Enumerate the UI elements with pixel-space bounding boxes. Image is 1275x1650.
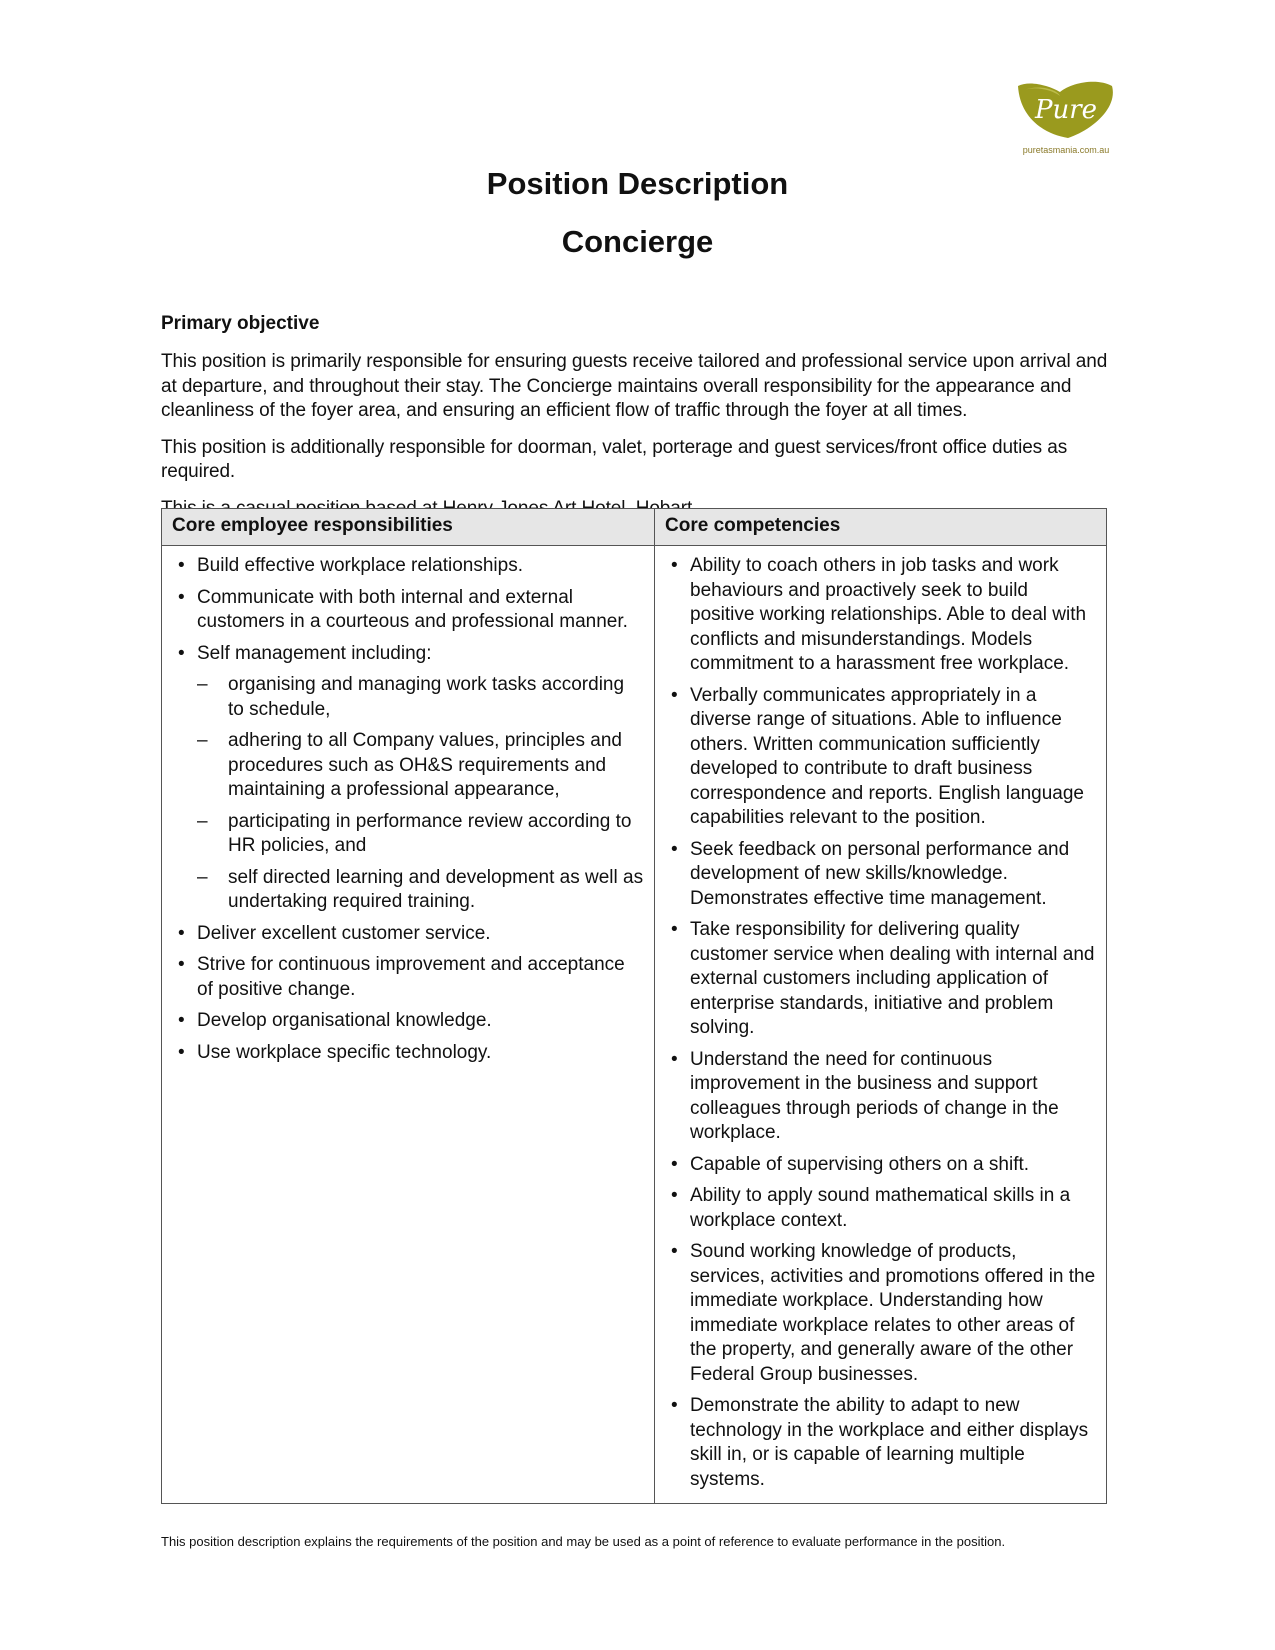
sub-list-item: – organising and managing work tasks according to schedule, <box>176 673 644 722</box>
list-item: • Verbally communicates appropriately in a diverse range of situations. Able to influence others. Written communication sufficiently developed to contribute to draft business correspondence and reports. English language capabilities relevant to the position. <box>669 684 1096 831</box>
objective-paragraph: This position is primarily responsible for ensuring guests receive tailored and professional service upon arrival and at departure, and throughout their stay. The Concierge maintains overall responsibility for the appearance and cleanliness of the foyer area, and ensuring an efficient flow of traffic through the foyer at all times. <box>161 351 1108 421</box>
self-management-list <box>176 673 644 915</box>
footer-note: This position description explains the requirements of the position and may be used as a point of reference to evaluate performance in the position. <box>161 1534 1006 1549</box>
sub-list-item: – adhering to all Company values, principles and procedures such as OH&S requirements and maintaining a professional appearance, <box>176 729 644 803</box>
list-item-text: Self management including: <box>197 642 432 664</box>
list-item: • Take responsibility for delivering quality customer service when dealing with internal and external customers including application of enterprise standards, initiative and problem solving. <box>669 918 1096 1041</box>
svg-text:Pure: Pure <box>1034 95 1098 125</box>
list-item: • Develop organisational knowledge. <box>176 1009 644 1034</box>
list-item: • Communicate with both internal and external customers in a courteous and professional manner. <box>176 586 644 635</box>
list-item: • Strive for continuous improvement and acceptance of positive change. <box>176 953 644 1002</box>
objective-paragraph: This position is additionally responsible for doorman, valet, porterage and guest services/front office duties as required. <box>161 436 1068 482</box>
page-title: Position Description <box>486 166 789 201</box>
list-item: • Capable of supervising others on a shift. <box>669 1153 1096 1178</box>
list-item: • Ability to apply sound mathematical skills in a workplace context. <box>669 1184 1096 1233</box>
list-item: • Deliver excellent customer service. <box>176 922 644 947</box>
list-item: • Seek feedback on personal performance and development of new skills/knowledge. Demonstrates effective time management. <box>669 838 1096 912</box>
responsibilities-table <box>161 508 1107 1504</box>
sub-list-item: – self directed learning and development as well as undertaking required training. <box>176 866 644 915</box>
responsibilities-list <box>176 554 644 1065</box>
list-item: • Demonstrate the ability to adapt to new technology in the workplace and either displays skill in, or is capable of learning multiple systems. <box>669 1394 1096 1492</box>
sub-list-item: – participating in performance review according to HR policies, and <box>176 810 644 859</box>
responsibilities-header: Core employee responsibilities <box>162 509 655 546</box>
svg-text:puretasmania.com.au: puretasmania.com.au <box>1022 145 1110 155</box>
page-subtitle: Concierge <box>561 224 714 259</box>
list-item: • Build effective workplace relationships. <box>176 554 644 579</box>
competencies-cell <box>655 546 1107 1504</box>
list-item: • Sound working knowledge of products, services, activities and promotions offered in the immediate workplace. Understanding how immediate workplace relates to other areas of the property, and generally aware of the other Federal Group businesses. <box>669 1240 1096 1387</box>
responsibilities-cell <box>162 546 655 1504</box>
logo-graphic <box>1010 78 1120 160</box>
pure-tasmania-logo <box>1010 78 1120 160</box>
competencies-list <box>669 554 1096 1492</box>
list-item <box>176 642 644 915</box>
primary-objective-section <box>161 312 1115 533</box>
competencies-header: Core competencies <box>655 509 1107 546</box>
list-item: • Use workplace specific technology. <box>176 1041 644 1066</box>
list-item: • Understand the need for continuous improvement in the business and support colleagues through periods of change in the workplace. <box>669 1048 1096 1146</box>
list-item: • Ability to coach others in job tasks and work behaviours and proactively seek to build positive working relationships. Able to deal with conflicts and misunderstandings. Models commitment to a harassment free workplace. <box>669 554 1096 677</box>
primary-objective-heading: Primary objective <box>161 313 320 334</box>
